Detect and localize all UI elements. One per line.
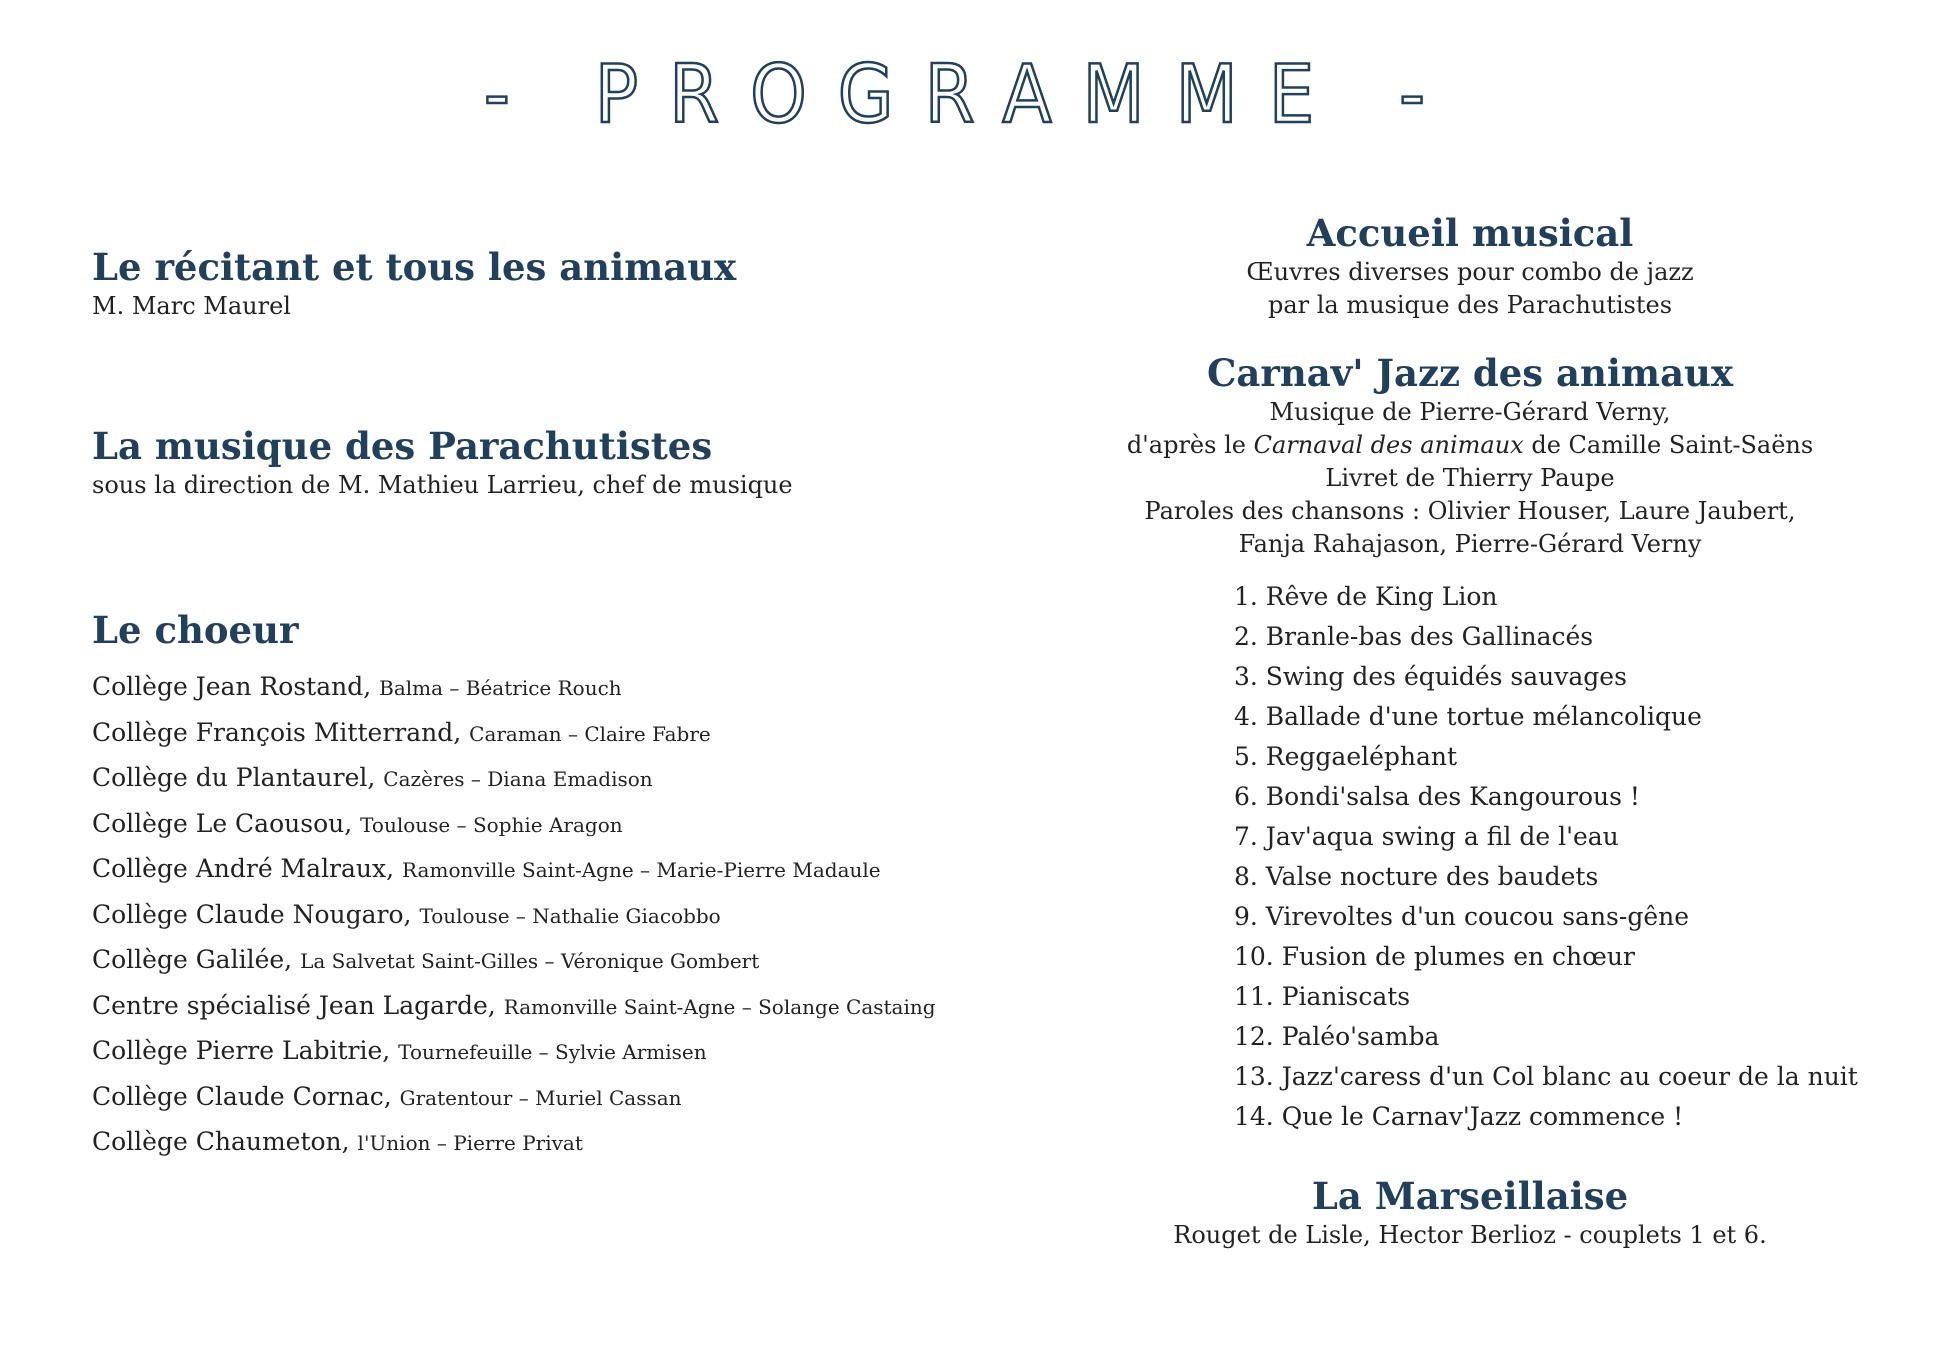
- musique-section: [92, 423, 992, 501]
- right-column: [1110, 210, 1858, 1252]
- school-name: Collège François Mitterrand,: [92, 717, 462, 747]
- choeur-heading: Le choeur: [92, 608, 299, 652]
- school-name: Collège Claude Nougaro,: [92, 899, 412, 929]
- school-name: Collège Jean Rostand,: [92, 672, 372, 701]
- school-detail: Cazères – Diana Emadison: [383, 767, 653, 791]
- list-item: [92, 893, 992, 939]
- list-item: [92, 665, 992, 711]
- track-item: 4. Ballade d'une tortue mélancolique: [1234, 702, 1702, 731]
- track-item: 10. Fusion de plumes en chœur: [1234, 942, 1635, 971]
- track-item: 14. Que le Carnav'Jazz commence !: [1234, 1102, 1684, 1131]
- list-item: [92, 847, 992, 893]
- school-name: Collège Le Caousou,: [92, 808, 353, 838]
- track-item: 1. Rêve de King Lion: [1234, 582, 1498, 611]
- carnav-heading: Carnav' Jazz des animaux: [1206, 351, 1734, 395]
- marseillaise-section: [1110, 1173, 1830, 1252]
- list-item: [92, 984, 992, 1030]
- list-item: [92, 802, 992, 848]
- musique-direction: sous la direction de M. Mathieu Larrieu, chef de musique: [92, 471, 793, 499]
- left-column: [92, 244, 992, 1166]
- carnav-line-2-before: d'après le: [1126, 431, 1246, 459]
- carnav-line-2-after: de Camille Saint-Saëns: [1531, 431, 1814, 459]
- accueil-section: [1110, 210, 1830, 322]
- title-text: - PROGRAMME -: [483, 50, 1457, 134]
- school-detail: La Salvetat Saint-Gilles – Véronique Gombert: [300, 949, 760, 973]
- track-item: 7. Jav'aqua swing a fil de l'eau: [1234, 822, 1619, 851]
- carnav-section: [1110, 350, 1858, 1137]
- track-item: 5. Reggaeléphant: [1234, 742, 1458, 771]
- accueil-heading: Accueil musical: [1306, 211, 1634, 255]
- school-name: Collège Claude Cornac,: [92, 1081, 392, 1111]
- school-name: Collège Galilée,: [92, 945, 293, 974]
- list-item: [92, 938, 992, 984]
- accueil-line-2: par la musique des Parachutistes: [1267, 291, 1673, 319]
- school-detail: Caraman – Claire Fabre: [469, 721, 711, 746]
- track-list: [1234, 577, 1858, 1137]
- list-item: [92, 756, 992, 802]
- school-detail: Ramonville Saint-Agne – Marie-Pierre Madaule: [402, 858, 881, 882]
- carnav-line-5: Fanja Rahajason, Pierre-Gérard Verny: [1238, 530, 1702, 558]
- carnav-line-3: Livret de Thierry Paupe: [1325, 464, 1615, 492]
- school-detail: Balma – Béatrice Rouch: [379, 676, 622, 700]
- recitant-section: [92, 244, 992, 322]
- carnav-line-4: Paroles des chansons : Olivier Houser, Laure Jaubert,: [1144, 497, 1796, 525]
- track-item: 12. Paléo'samba: [1234, 1022, 1440, 1051]
- school-detail: Ramonville Saint-Agne – Solange Castaing: [503, 994, 936, 1019]
- school-detail: Gratentour – Muriel Cassan: [399, 1085, 682, 1110]
- school-name: Centre spécialisé Jean Lagarde,: [92, 990, 496, 1020]
- track-item: 11. Pianiscats: [1234, 982, 1411, 1011]
- track-item: 9. Virevoltes d'un coucou sans-gêne: [1234, 902, 1690, 931]
- school-detail: l'Union – Pierre Privat: [357, 1131, 583, 1155]
- list-item: [92, 711, 992, 757]
- carnav-work-title: Carnaval des animaux: [1253, 431, 1524, 459]
- recitant-heading: Le récitant et tous les animaux: [92, 245, 737, 289]
- school-name: Collège Pierre Labitrie,: [92, 1036, 391, 1065]
- marseillaise-heading: La Marseillaise: [1311, 1174, 1629, 1218]
- list-item: [92, 1075, 992, 1121]
- choir-list: [92, 665, 992, 1166]
- carnav-line-1: Musique de Pierre-Gérard Verny,: [1269, 398, 1671, 426]
- recitant-name: M. Marc Maurel: [92, 292, 291, 320]
- track-item: 2. Branle-bas des Gallinacés: [1234, 622, 1594, 651]
- track-item: 6. Bondi'salsa des Kangourous !: [1234, 782, 1640, 811]
- school-name: Collège du Plantaurel,: [92, 763, 376, 792]
- list-item: [92, 1029, 992, 1075]
- school-detail: Tournefeuille – Sylvie Armisen: [398, 1040, 707, 1064]
- school-name: Collège Chaumeton,: [92, 1127, 350, 1156]
- school-name: Collège André Malraux,: [92, 854, 395, 883]
- page-title: [0, 50, 1940, 134]
- track-item: 13. Jazz'caress d'un Col blanc au coeur de la nuit: [1234, 1062, 1858, 1091]
- carnav-line-2: [1110, 429, 1830, 462]
- choeur-section: [92, 607, 992, 1166]
- accueil-line-1: Œuvres diverses pour combo de jazz: [1246, 258, 1694, 286]
- track-item: 8. Valse nocture des baudets: [1234, 862, 1599, 891]
- school-detail: Toulouse – Sophie Aragon: [360, 812, 623, 837]
- musique-heading: La musique des Parachutistes: [92, 424, 713, 468]
- track-item: 3. Swing des équidés sauvages: [1234, 662, 1627, 691]
- marseillaise-line: Rouget de Lisle, Hector Berlioz - couplets 1 et 6.: [1173, 1221, 1767, 1249]
- school-detail: Toulouse – Nathalie Giacobbo: [419, 903, 721, 928]
- list-item: [92, 1120, 992, 1166]
